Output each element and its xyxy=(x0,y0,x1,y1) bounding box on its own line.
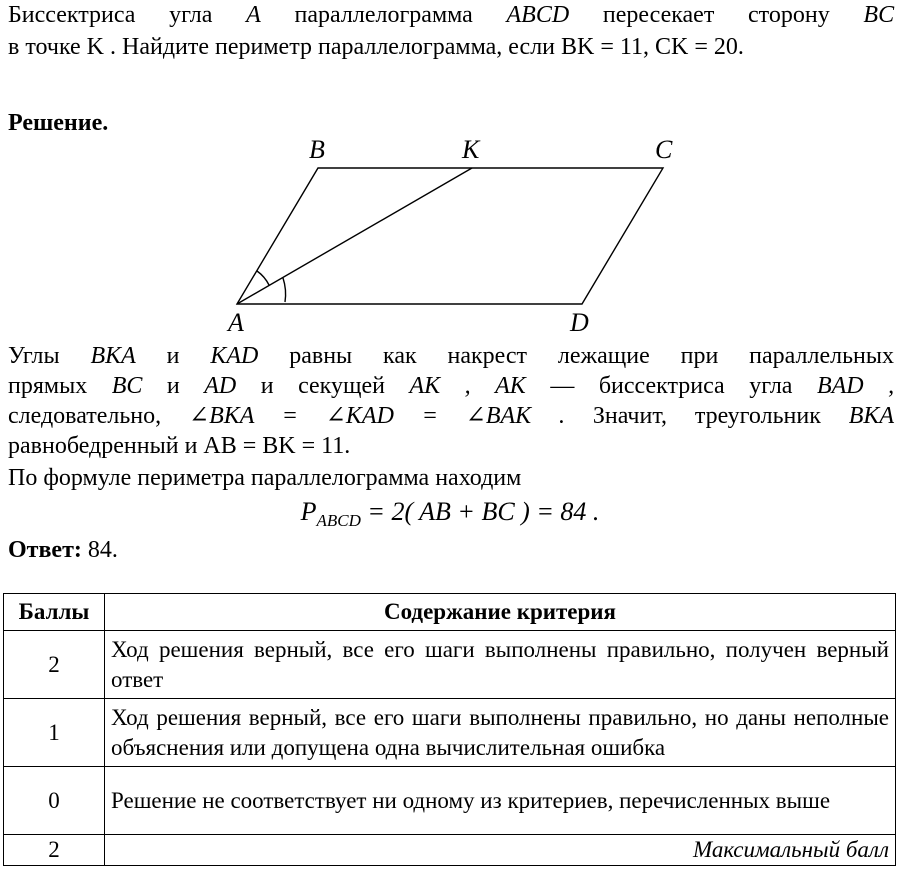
problem-line-1 xyxy=(8,0,894,30)
table-header-row xyxy=(4,594,896,631)
word: и xyxy=(166,343,180,369)
word: и xyxy=(166,373,180,399)
word: AK xyxy=(495,373,526,399)
table-row xyxy=(4,631,896,699)
word: пересекает xyxy=(602,2,715,28)
angle-arc-inner xyxy=(257,271,269,285)
word: Биссектриса xyxy=(8,2,136,28)
solution-heading: Решение. xyxy=(8,110,109,136)
word: KAD xyxy=(210,343,259,369)
criterion-cell: Ход решения верный, все его шаги выполнены правильно, но даны неполные объяснения или допущена одна вычислительная ошибка xyxy=(105,699,896,767)
word: BC xyxy=(111,373,143,399)
word: угла xyxy=(749,373,793,399)
word: как xyxy=(383,343,417,369)
word: BC xyxy=(863,2,895,28)
label-d: D xyxy=(570,308,589,337)
label-b: B xyxy=(309,135,325,164)
answer-value: 84. xyxy=(81,537,118,563)
word: Значит, xyxy=(592,403,667,429)
table-row xyxy=(4,767,896,835)
word: AK , xyxy=(409,373,471,399)
header-score: Баллы xyxy=(4,594,105,631)
label-a: A xyxy=(228,308,244,337)
word: Углы xyxy=(8,343,60,369)
bisector-ak xyxy=(237,168,472,304)
word: ABCD xyxy=(506,2,570,28)
word: параллелограмма xyxy=(294,2,473,28)
formula-body: = 2( AB + BC ) = 84 . xyxy=(360,497,600,526)
word: секущей xyxy=(298,373,385,399)
word: накрест xyxy=(447,343,528,369)
table-row xyxy=(4,699,896,767)
label-c: C xyxy=(655,135,673,164)
answer-line xyxy=(8,535,894,565)
max-score-row xyxy=(4,835,896,866)
word: прямых xyxy=(8,373,88,399)
angle-equality: ∠BKA = ∠KAD = ∠BAK . xyxy=(188,403,566,429)
parallelogram-abcd xyxy=(237,168,663,304)
answer-label: Ответ: xyxy=(8,537,82,563)
word: лежащие xyxy=(557,343,650,369)
word: AD xyxy=(204,373,237,399)
label-k: K xyxy=(462,135,480,164)
formula-p: P xyxy=(300,497,317,526)
word: следовательно, xyxy=(8,403,162,429)
solution-line-1 xyxy=(8,341,894,371)
max-score-cell: 2 xyxy=(4,835,105,866)
word: треугольник xyxy=(694,403,821,429)
word: — xyxy=(550,373,575,399)
word: BKA xyxy=(90,343,136,369)
solution-line-5: По формуле периметра параллелограмма находим xyxy=(8,465,522,491)
header-criterion: Содержание критерия xyxy=(105,594,896,631)
criteria-table xyxy=(3,593,896,866)
solution-line-3 xyxy=(8,401,894,431)
problem-line-2: в точке K . Найдите периметр параллелограмма, если BK = 11, CK = 20. xyxy=(8,34,744,60)
word: биссектриса xyxy=(598,373,725,399)
word: угла xyxy=(169,2,213,28)
word: равны xyxy=(289,343,353,369)
criterion-cell: Ход решения верный, все его шаги выполнены правильно, получен верный ответ xyxy=(105,631,896,699)
parallelogram-figure xyxy=(0,130,900,340)
score-cell: 0 xyxy=(4,767,105,835)
formula-subscript: ABCD xyxy=(316,511,361,531)
angle-arc-outer xyxy=(283,278,286,302)
word: параллельных xyxy=(749,343,895,369)
solution-line-2 xyxy=(8,371,894,401)
criterion-cell: Решение не соответствует ни одному из критериев, перечисленных выше xyxy=(105,767,896,835)
word: при xyxy=(680,343,719,369)
perimeter-formula xyxy=(0,496,900,537)
max-score-label: Максимальный балл xyxy=(105,835,896,866)
word: BAD , xyxy=(816,373,895,399)
word: сторону xyxy=(748,2,830,28)
word: и xyxy=(260,373,274,399)
solution-line-4: равнобедренный и AB = BK = 11. xyxy=(8,433,351,459)
word: A xyxy=(246,2,261,28)
score-cell: 1 xyxy=(4,699,105,767)
word: BKA xyxy=(848,403,895,429)
score-cell: 2 xyxy=(4,631,105,699)
